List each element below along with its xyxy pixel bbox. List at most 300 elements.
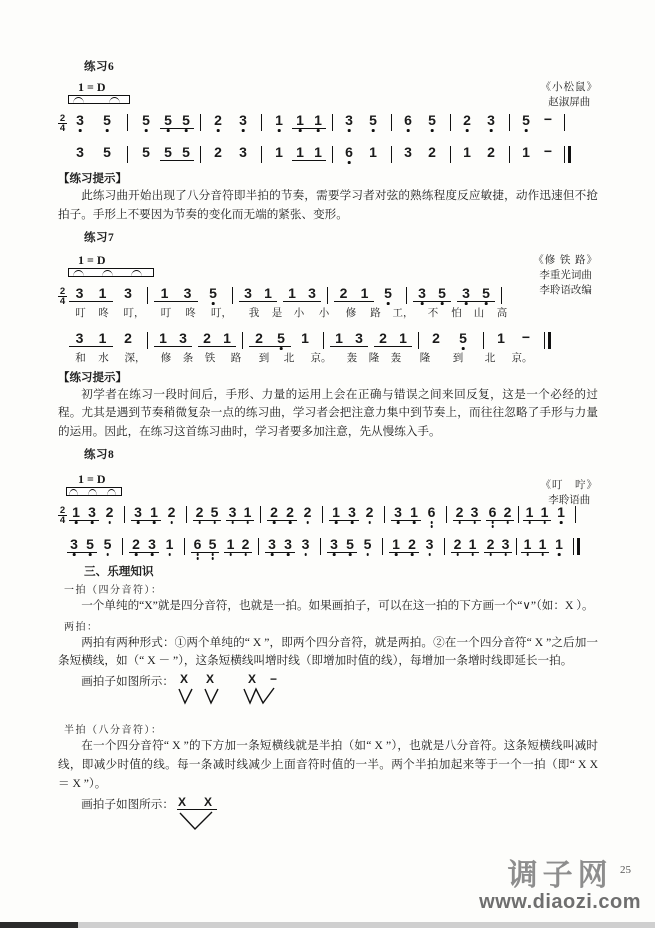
note: 5 bbox=[205, 537, 220, 558]
note: 5 bbox=[448, 331, 478, 352]
lyric-syllable: 小 bbox=[318, 307, 330, 319]
note: 3 bbox=[456, 286, 476, 307]
barline bbox=[200, 114, 201, 131]
note: 2 bbox=[162, 505, 181, 526]
footer-rule bbox=[0, 922, 655, 928]
note: 1 bbox=[288, 284, 296, 301]
credit-song-title: 《小松鼠》 bbox=[540, 82, 598, 93]
note: 5 bbox=[82, 537, 98, 558]
note: 3 bbox=[75, 284, 84, 301]
beamed-group bbox=[291, 113, 327, 134]
site-watermark bbox=[479, 860, 641, 915]
lyric-syllable: 轰 bbox=[390, 352, 402, 364]
note: 3 bbox=[326, 537, 342, 558]
watermark-chinese: 调子网 bbox=[507, 858, 613, 892]
barline bbox=[260, 506, 261, 523]
measure bbox=[338, 145, 386, 166]
note: 3 bbox=[308, 284, 316, 301]
note: 5 bbox=[375, 286, 401, 307]
lyric-syllable: 路 bbox=[230, 352, 242, 364]
lyric-syllable: 怕 bbox=[451, 307, 462, 319]
page-content bbox=[58, 58, 598, 830]
beamed-group bbox=[329, 331, 369, 352]
barline bbox=[450, 114, 451, 131]
measure bbox=[326, 537, 377, 558]
note: 5 bbox=[207, 505, 222, 526]
measure bbox=[450, 537, 513, 558]
note: 2 bbox=[214, 144, 222, 160]
barline bbox=[186, 506, 187, 523]
measure bbox=[338, 113, 386, 134]
note: 2 bbox=[100, 505, 119, 526]
note: 1 bbox=[301, 329, 309, 346]
lyric-syllable: 北 bbox=[484, 352, 496, 364]
beamed-group bbox=[328, 505, 360, 526]
note: 2 bbox=[452, 505, 467, 526]
lyric-syllable: 到 bbox=[452, 352, 464, 364]
note: 2 bbox=[428, 144, 436, 160]
exercise-8-score bbox=[58, 472, 598, 558]
barline bbox=[322, 506, 323, 523]
note: 3 bbox=[412, 286, 432, 307]
measure bbox=[238, 286, 322, 307]
note: 2 bbox=[432, 329, 440, 346]
note: 1 bbox=[388, 537, 404, 558]
note: 5 bbox=[92, 113, 122, 134]
note: 1 bbox=[309, 113, 327, 134]
time-signature-bottom: 4 bbox=[59, 122, 66, 134]
lyric-syllable: 高 bbox=[496, 307, 508, 319]
beamed-group bbox=[266, 505, 298, 526]
note: 2 bbox=[487, 144, 495, 160]
barline bbox=[518, 506, 519, 523]
theory-figure-two bbox=[81, 796, 598, 830]
note: 3 bbox=[68, 113, 92, 134]
exercise-7-key-signature: 1 = D bbox=[78, 252, 106, 267]
exercise-6-hint-text: 此练习曲开始出现了八分音符即半拍的节奏，需要学习者对弦的熟练程度反应敏捷，动作迅速但不抢拍子。手形上不要因为节奏的变化而无端的紧张、变形。 bbox=[58, 189, 598, 221]
measure bbox=[128, 537, 179, 558]
measure bbox=[248, 331, 318, 352]
credit-song-title: 《叮 咛》 bbox=[540, 479, 598, 491]
beamed-group bbox=[333, 286, 375, 307]
figure-label: 画拍子如图所示： bbox=[81, 675, 174, 689]
note: 3 bbox=[420, 537, 439, 558]
note: 1 bbox=[160, 537, 179, 558]
beamed-group bbox=[192, 505, 222, 526]
note: 5 bbox=[159, 113, 177, 134]
measure bbox=[522, 505, 570, 526]
note: 5 bbox=[199, 286, 227, 307]
x-notehead: X bbox=[177, 794, 186, 809]
note: 2 bbox=[379, 329, 387, 346]
measure bbox=[390, 505, 441, 526]
barline bbox=[327, 287, 328, 304]
note: 5 bbox=[98, 537, 117, 558]
note: 6 bbox=[422, 505, 441, 526]
lyric-syllable: 我 bbox=[248, 307, 260, 319]
note: 1 bbox=[497, 329, 505, 346]
note: 1 bbox=[406, 505, 422, 526]
measure bbox=[133, 145, 195, 166]
sustain-dash: − bbox=[543, 111, 553, 127]
note: 3 bbox=[66, 537, 82, 558]
note: 2 bbox=[404, 537, 420, 558]
note: 5 bbox=[360, 113, 386, 134]
x-notehead: X bbox=[247, 672, 256, 687]
note: 3 bbox=[355, 329, 363, 346]
note: 2 bbox=[206, 113, 230, 134]
barline bbox=[332, 114, 333, 131]
beamed-group bbox=[485, 505, 515, 526]
note: 1 bbox=[535, 537, 550, 558]
note: 5 bbox=[432, 286, 452, 307]
beamed-group bbox=[520, 537, 550, 558]
note: 3 bbox=[130, 505, 146, 526]
beamed-group bbox=[483, 537, 513, 558]
lyric-syllable: 和 bbox=[75, 352, 86, 364]
beamed-group bbox=[450, 537, 480, 558]
beamed-group bbox=[153, 331, 193, 352]
note: 1 bbox=[160, 284, 169, 301]
note: 1 bbox=[223, 537, 238, 558]
beamed-group bbox=[225, 505, 255, 526]
measure bbox=[68, 113, 122, 134]
note: 3 bbox=[183, 284, 192, 301]
note: 1 bbox=[296, 144, 304, 160]
beamed-group bbox=[223, 537, 253, 558]
lyric-syllable: 条 bbox=[182, 352, 194, 364]
beamed-group bbox=[190, 537, 220, 558]
exercise-8-title: 练习8 bbox=[84, 448, 115, 461]
barline bbox=[384, 506, 385, 523]
beamed-group bbox=[282, 286, 322, 307]
lyric-syllable: 不 bbox=[427, 307, 439, 319]
note: 2 bbox=[450, 537, 465, 558]
duration-reduction-line bbox=[177, 809, 217, 810]
footer-rule-gap bbox=[78, 922, 655, 928]
exercise-6-score bbox=[58, 80, 598, 166]
note: 3 bbox=[179, 329, 187, 346]
note: 5 bbox=[164, 144, 172, 160]
note: 5 bbox=[515, 113, 537, 134]
note: 2 bbox=[192, 505, 207, 526]
beamed-group bbox=[68, 505, 100, 526]
measure bbox=[68, 505, 119, 526]
beat-diagram-two-beats bbox=[176, 673, 326, 707]
final-barline bbox=[544, 332, 551, 349]
theory-sub-two-beats: 两拍： bbox=[64, 621, 99, 633]
note: 5 bbox=[133, 113, 159, 134]
note: 3 bbox=[124, 284, 132, 301]
lyric-syllable: 是 bbox=[271, 307, 283, 319]
beamed-group bbox=[412, 286, 452, 307]
lyric-syllable: 京。 bbox=[511, 352, 533, 364]
measure bbox=[68, 286, 142, 307]
beamed-group bbox=[326, 537, 358, 558]
barline bbox=[406, 287, 407, 304]
exercise-7-hint-text: 初学者在练习一段时间后，手形、力量的运用上会在正确与错误之间来回反复，这是一个必经的过程。尤其是遇到节奏稍微复杂一点的练习曲，学习者会把注意力集中到节奏上，而往往忽略了手形与力量的运用。因此，在练习这首练习曲时，学习者要多加注意，先从慢练入手。 bbox=[58, 387, 598, 439]
note: 1 bbox=[98, 284, 107, 301]
sustain-dash: − bbox=[521, 328, 531, 345]
note: 2 bbox=[128, 537, 144, 558]
note: 2 bbox=[124, 329, 132, 346]
note: 1 bbox=[399, 329, 407, 346]
note: 5 bbox=[142, 144, 150, 160]
measure bbox=[456, 113, 504, 134]
beamed-group bbox=[390, 505, 422, 526]
note: 2 bbox=[360, 505, 379, 526]
beamed-group bbox=[388, 537, 420, 558]
measure bbox=[424, 331, 478, 352]
lyric-syllable: 咚 bbox=[185, 307, 196, 319]
note: 3 bbox=[144, 537, 160, 558]
note: 1 bbox=[360, 284, 369, 301]
exercise-8-staff-row-1 bbox=[58, 496, 598, 526]
beamed-group bbox=[128, 537, 160, 558]
beat-diagram-half-beats bbox=[176, 796, 266, 830]
measure bbox=[266, 505, 317, 526]
theory-section-title: 三、乐理知识 bbox=[84, 564, 154, 578]
theory-paragraph-two-beats: 两拍有两种形式：①两个单纯的“ X ”，即两个四分音符，就是两拍。②在一个四分音符“ X ”之后加一条短横线，如（“ X － ”），这条短横线叫增时线（即增加时值的线），每增加一条增时线即延长一拍。 bbox=[58, 635, 598, 668]
barline bbox=[258, 538, 259, 555]
beamed-group bbox=[456, 286, 496, 307]
barline bbox=[122, 538, 123, 555]
measure bbox=[68, 331, 142, 352]
fingering-bracket bbox=[66, 487, 122, 496]
x-notehead: X bbox=[203, 794, 212, 809]
exercise-6-key-signature: 1 = D bbox=[78, 80, 106, 94]
exercise-6-staff-row-1 bbox=[58, 104, 598, 134]
lyric-syllable: 北 bbox=[283, 352, 295, 364]
note: 1 bbox=[314, 144, 322, 160]
barline bbox=[147, 332, 148, 349]
measure bbox=[489, 329, 539, 352]
fingering-bracket bbox=[68, 268, 154, 277]
note: 2 bbox=[203, 329, 211, 346]
barline bbox=[516, 538, 517, 555]
note: 2 bbox=[266, 505, 282, 526]
theory-sub-one-beat: 一拍（四分音符）： bbox=[64, 584, 163, 596]
note: 2 bbox=[298, 505, 317, 526]
page-number: 25 bbox=[620, 864, 631, 876]
note: 1 bbox=[369, 144, 377, 160]
exercise-7-staff-row-2 bbox=[58, 322, 598, 352]
measure bbox=[206, 145, 256, 166]
theory-sub-half-beat: 半拍（八分音符）： bbox=[64, 725, 163, 737]
exercise-7-score bbox=[58, 253, 598, 365]
note: 1 bbox=[223, 329, 231, 346]
figure-label: 画拍子如图所示： bbox=[81, 797, 174, 811]
lyric-syllable: 深， bbox=[124, 352, 146, 364]
exercise-7-title: 练习7 bbox=[84, 231, 115, 244]
lyric-syllable: 工， bbox=[392, 307, 414, 319]
measure bbox=[412, 286, 496, 307]
final-barline bbox=[564, 146, 571, 163]
note: 2 bbox=[238, 537, 253, 558]
measure bbox=[329, 331, 413, 352]
note: 5 bbox=[177, 113, 195, 134]
note: 3 bbox=[76, 144, 84, 160]
barline bbox=[483, 332, 484, 349]
time-signature bbox=[58, 287, 67, 306]
barline bbox=[184, 538, 185, 555]
lyric-syllable: 修 bbox=[345, 307, 357, 319]
barline bbox=[124, 506, 125, 523]
note: 2 bbox=[339, 284, 348, 301]
barline bbox=[127, 146, 128, 163]
watermark-url: www.diaozi.com bbox=[479, 891, 641, 913]
barline bbox=[147, 287, 148, 304]
beamed-group bbox=[373, 331, 413, 352]
measure bbox=[333, 286, 401, 307]
barline bbox=[332, 146, 333, 163]
beamed-group bbox=[66, 537, 98, 558]
measure bbox=[130, 505, 181, 526]
measure bbox=[66, 537, 117, 558]
barline bbox=[509, 114, 510, 131]
measure bbox=[452, 505, 515, 526]
credit-arranger: 李聆语改编 bbox=[539, 285, 592, 296]
note: 3 bbox=[296, 537, 315, 558]
final-barline bbox=[573, 538, 580, 555]
beamed-group bbox=[197, 331, 237, 352]
exercise-6-hint-label: 【练习提示】 bbox=[58, 173, 127, 185]
lyric-syllable: 小 bbox=[293, 307, 305, 319]
theory-paragraph-one-beat: 一个单纯的“X”就是四分音符，也就是一拍。如果画拍子，可以在这一拍的下方画一个“∨”（如：X ）。 bbox=[81, 598, 594, 612]
measure bbox=[388, 537, 439, 558]
beamed-group bbox=[68, 331, 114, 352]
x-notehead: X bbox=[205, 672, 214, 687]
measure bbox=[267, 145, 327, 166]
beamed-group bbox=[159, 113, 195, 134]
credit-composer: 李聆语曲 bbox=[548, 495, 591, 507]
exercise-8-staff-row-2 bbox=[58, 528, 598, 558]
barline bbox=[509, 146, 510, 163]
note: 5 bbox=[358, 537, 377, 558]
barline bbox=[564, 114, 565, 131]
exercise-7-credit bbox=[533, 253, 598, 299]
measure bbox=[397, 145, 445, 166]
note: 2 bbox=[456, 113, 478, 134]
lyric-syllable: 叮 bbox=[75, 307, 86, 319]
fingering-bracket bbox=[68, 95, 130, 104]
exercise-6-staff-row-2 bbox=[58, 136, 598, 166]
barline bbox=[242, 332, 243, 349]
barline bbox=[575, 506, 576, 523]
barline bbox=[501, 287, 502, 304]
exercise-6-title: 练习6 bbox=[84, 61, 115, 73]
note: 3 bbox=[244, 284, 252, 301]
note: 3 bbox=[404, 144, 412, 160]
note: 2 bbox=[483, 537, 498, 558]
time-signature-top: 2 bbox=[59, 112, 66, 124]
note: 5 bbox=[103, 144, 111, 160]
note: 1 bbox=[522, 505, 537, 526]
barline bbox=[418, 332, 419, 349]
measure bbox=[264, 537, 315, 558]
note: 3 bbox=[280, 537, 296, 558]
measure bbox=[153, 331, 237, 352]
note: 1 bbox=[267, 113, 291, 134]
beamed-group bbox=[248, 331, 292, 352]
sustain-dash-mark: − bbox=[269, 672, 277, 687]
exercise-7-staff-row-1 bbox=[58, 277, 598, 307]
sustain-dash: − bbox=[543, 143, 553, 159]
note: 1 bbox=[275, 144, 283, 160]
time-signature bbox=[58, 506, 67, 525]
lyric-syllable: 山 bbox=[473, 307, 485, 319]
note: 1 bbox=[328, 505, 344, 526]
note: 3 bbox=[230, 113, 256, 134]
measure bbox=[153, 286, 227, 307]
beamed-group bbox=[291, 145, 327, 166]
time-signature-bottom: 4 bbox=[59, 514, 66, 526]
measure bbox=[267, 113, 327, 134]
barline bbox=[391, 114, 392, 131]
lyric-syllable: 到 bbox=[258, 352, 270, 364]
barline bbox=[320, 538, 321, 555]
note: 1 bbox=[159, 329, 167, 346]
beamed-group bbox=[159, 145, 195, 166]
note: 1 bbox=[98, 329, 107, 346]
note: 3 bbox=[478, 113, 504, 134]
beamed-group bbox=[153, 286, 199, 307]
barline bbox=[323, 332, 324, 349]
note: 3 bbox=[498, 537, 513, 558]
note: 5 bbox=[342, 537, 358, 558]
note: 5 bbox=[270, 331, 292, 352]
barline bbox=[391, 146, 392, 163]
lyric-syllable: 水 bbox=[98, 352, 109, 364]
measure bbox=[397, 113, 445, 134]
x-notehead: X bbox=[179, 672, 188, 687]
note: 1 bbox=[146, 505, 162, 526]
barline bbox=[261, 146, 262, 163]
note: 3 bbox=[467, 505, 482, 526]
exercise-7-hint-label: 【练习提示】 bbox=[58, 371, 127, 384]
time-signature-top: 2 bbox=[59, 285, 66, 297]
note: 3 bbox=[225, 505, 240, 526]
time-signature-top: 2 bbox=[59, 504, 66, 516]
measure bbox=[520, 537, 568, 558]
note: 6 bbox=[397, 113, 419, 134]
note: 2 bbox=[282, 505, 298, 526]
note: 3 bbox=[344, 505, 360, 526]
exercise-8-credit bbox=[541, 478, 599, 508]
exercise-6-credit bbox=[541, 80, 599, 110]
theory-paragraph-half-beat: 在一个四分音符“ X ”的下方加一条短横线就是半拍（如“ X ”），也就是八分音符。这条短横线叫减时线，即减少时值的线。每一条减时线减少上面音符时值的一半。两个半拍加起来等于一个一拍（即“ X X ＝ X ”）。 bbox=[58, 739, 598, 790]
note: 1 bbox=[240, 505, 255, 526]
beamed-group bbox=[238, 286, 278, 307]
lyric-syllable: 咚 bbox=[98, 307, 109, 319]
note: 3 bbox=[75, 329, 84, 346]
measure bbox=[192, 505, 255, 526]
lyric-syllable: 叮 bbox=[160, 307, 172, 319]
measure bbox=[68, 145, 122, 166]
note: 1 bbox=[550, 537, 568, 558]
note: 5 bbox=[476, 286, 496, 307]
lyric-syllable: 叮， bbox=[211, 307, 232, 319]
note: 5 bbox=[419, 113, 445, 134]
beamed-group bbox=[264, 537, 296, 558]
lyric-syllable: 隆 bbox=[419, 352, 431, 364]
barline bbox=[446, 506, 447, 523]
note: 1 bbox=[465, 537, 480, 558]
barline bbox=[382, 538, 383, 555]
lyric-syllable: 叮， bbox=[123, 307, 145, 319]
theory-figure-one bbox=[81, 673, 598, 707]
note: 3 bbox=[264, 537, 280, 558]
